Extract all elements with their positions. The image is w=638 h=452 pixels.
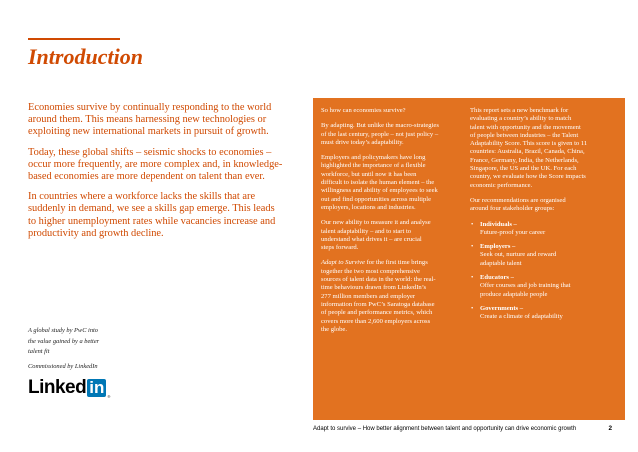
intro-paragraph-1: Economies survive by continually responding to the world around them. This means harnessing new technologies or exploiting new international markets in pursuit of growth. [28, 102, 272, 138]
panel-left-column [321, 107, 464, 341]
bullet-icon: • [471, 304, 474, 312]
panel-left-paragraph-2: By adapting. But unlike the macro-strategies of the last century, people – not just policy – must drive today’s adaptability. [321, 122, 439, 146]
list-item: • Individuals – Future-proof your career [471, 220, 546, 236]
bullet-icon: • [471, 243, 474, 251]
orange-panel [313, 98, 625, 420]
stakeholder-list [470, 221, 618, 322]
panel-question: So how can economies survive? [321, 107, 406, 114]
panel-left-paragraph-4: Our new ability to measure it and analyse talent adaptability – and to start to understand what drives it – are crucial steps forward. [321, 219, 431, 252]
list-item: • Governments – Create a climate of adaptability [471, 304, 563, 321]
title-rule [28, 38, 120, 40]
intro-text [28, 102, 300, 248]
page-number: 2 [608, 425, 612, 432]
panel-right-paragraph-1: This report sets a new benchmark for evaluating a country’s ability to match talent with opportunity and the movement of people between industries – the Talent Adaptability Score. This score is given to 11 countries: Australia, Brazil, Canada, China, France, Germany, India, the Netherlands, Singapore, the US and the UK. For each country, we evaluate how the Score impacts economic performance. [470, 107, 588, 189]
list-item: • Educators – Offer courses and job training that produce adaptable people [471, 274, 571, 298]
report-title-italic: Adapt to Survive [321, 259, 365, 267]
commissioned-by: Commissioned by LinkedIn [28, 363, 98, 370]
list-item: • Employers – Seek out, nurture and reward adaptable talent [471, 243, 557, 267]
logo-box: in [89, 378, 105, 397]
page-title: Introduction [28, 44, 143, 69]
panel-right-paragraph-2: Our recommendations are organised around four stakeholder groups: [470, 196, 566, 213]
panel-left-paragraph-3: Employers and policymakers have long highlighted the importance of a flexible workforce, but until now it has been difficult to isolate the human element – the willingness and ability of employees to seek out and find opportunities across multiple employers, locations and industries. [321, 154, 438, 211]
intro-paragraph-2: Today, these global shifts – seismic shocks to economies – occur more frequently, are more complex and, in knowledge- based economies are more dependent on talent than ever. [28, 146, 283, 183]
bullet-icon: • [471, 220, 474, 228]
page-footer: Adapt to survive – How better alignment between talent and opportunity can drive economic growth [313, 426, 577, 432]
intro-paragraph-3: In countries where a workforce lacks the skills that are suddenly in demand, we see a skills gap emerge. This leads to higher unemployment rates while vacancies increase and productivity and growth decline. [28, 191, 276, 239]
logo-trademark: ® [107, 394, 111, 399]
study-caption: A global study by PwC into the value gained by a better talent fit [28, 327, 100, 355]
panel-right-column [470, 107, 618, 328]
bullet-icon: • [471, 274, 474, 282]
logo-word: Linked [28, 377, 87, 398]
linkedin-logo [28, 377, 110, 399]
panel-left-paragraph-5: Adapt to Survive for the first time brings together the two most comprehensive sources of talent data in the world: the real- time behaviours drawn from LinkedIn’s 277 million members and employer information from PwC’s Saratoga database of people and performance metrics, which covers more than 2,600 employers across the globe. [321, 259, 436, 333]
